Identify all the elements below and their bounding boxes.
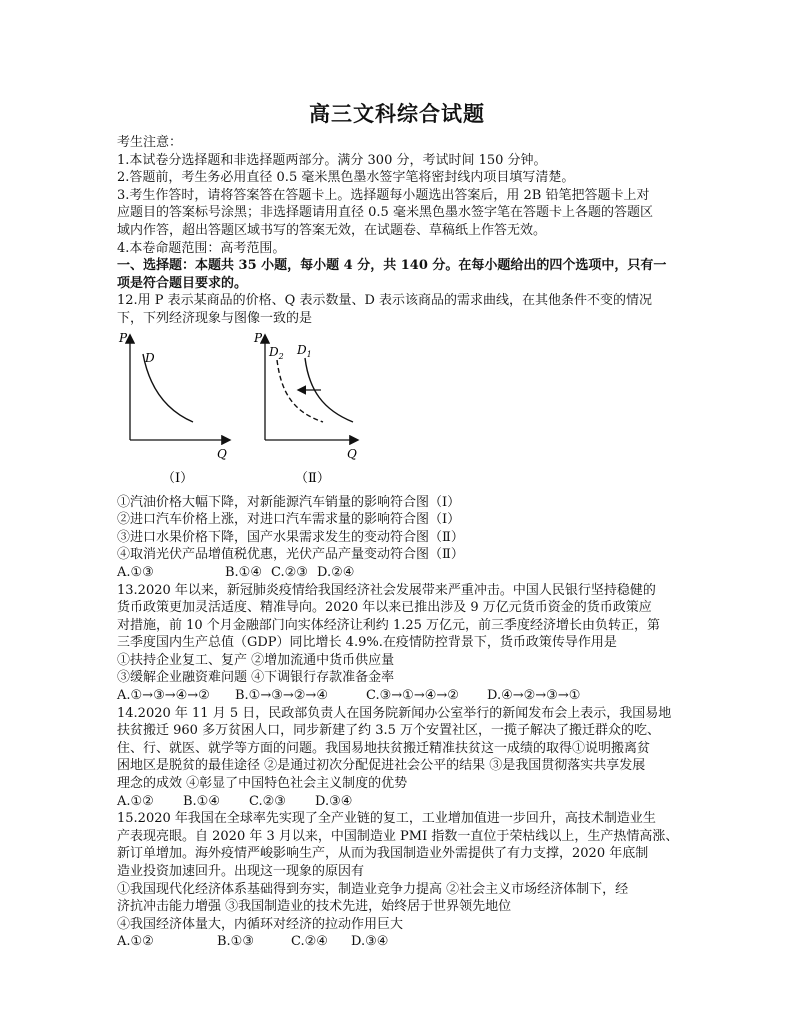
- question-statement: ①我国现代化经济体系基础得到夯实，制造业竞争力提高 ②社会主义市场经济体制下，经: [117, 881, 629, 897]
- option-b: B.①→③→②→④: [235, 688, 328, 704]
- option-d: D.③④: [315, 793, 353, 809]
- notice-item: 4.本卷命题范围：高考范围。: [117, 240, 286, 256]
- notice-item: 应题目的答案标号涂黑；非选择题请用直径 0.5 毫米黑色墨水签字笔在答题卡上各题的答题区: [117, 205, 653, 221]
- graph-2-p-label: P: [254, 330, 263, 345]
- graph-2-d2-letter: D: [269, 344, 279, 359]
- demand-curve-figure: [117, 330, 677, 490]
- option-c: C.②③: [249, 793, 286, 809]
- graph-2-d2-label: [268, 345, 284, 361]
- notice-block: [117, 134, 677, 257]
- graph-2-d1-sub: 1: [306, 349, 312, 359]
- question-statement: ③缓解企业融资难问题 ④下调银行存款准备金率: [117, 670, 395, 686]
- question-15: [117, 810, 677, 951]
- section-heading-line: 一、选择题：本题共 35 小题，每小题 4 分，共 140 分。在每小题给出的四个选项中，只有一: [117, 258, 667, 274]
- graph-2-caption: （Ⅱ）: [295, 470, 330, 486]
- notice-item: 域内作答，超出答题区域书写的答案无效，在试题卷、草稿纸上作答无效。: [117, 222, 547, 238]
- graph-2-q-label: Q: [347, 446, 357, 461]
- graph-2: [253, 331, 357, 486]
- question-13: [117, 582, 677, 705]
- question-text: 三季度国内生产总值（GDP）同比增长 4.9%.在疫情防控背景下，货币政策传导作用是: [117, 635, 617, 651]
- graph-2-d1-letter: D: [297, 342, 307, 357]
- option-c: C.②③: [271, 564, 308, 580]
- option-a: A.①③: [117, 564, 154, 580]
- demand-curve-svg: [117, 330, 677, 490]
- option-c: C.③→①→④→②: [366, 688, 459, 704]
- option-a: A.①②: [117, 793, 154, 809]
- option-c: C.②④: [291, 934, 328, 950]
- question-statement: ①扶持企业复工、复产 ②增加流通中货币供应量: [117, 652, 395, 668]
- answer-options: [117, 564, 677, 582]
- question-text: 13.2020 年以来，新冠肺炎疫情给我国经济社会发展带来严重冲击。中国人民银行坚持稳健的: [117, 582, 656, 598]
- graph-2-d2-sub: 2: [278, 351, 284, 361]
- question-text: 15.2020 年我国在全球率先实现了全产业链的复工，工业增加值进一步回升，高技术制造业生: [117, 811, 656, 827]
- answer-options: [117, 687, 677, 705]
- answer-options: [117, 793, 677, 811]
- exam-page: [117, 98, 677, 951]
- question-12: [117, 292, 677, 581]
- option-b: B.①④: [225, 564, 262, 580]
- question-text: 产表现亮眼。自 2020 年 3 月以来，中国制造业 PMI 指数一直位于荣枯线以上，生产热情高涨、: [117, 828, 679, 844]
- question-text: 对措施，前 10 个月金融部门向实体经济让利约 1.25 万亿元，前三季度经济增长由负转正，第: [117, 617, 661, 633]
- question-statement: ④我国经济体量大，内循环对经济的拉动作用巨大: [117, 916, 404, 932]
- question-text: 新订单增加。海外疫情严峻影响生产，从而为我国制造业外需提供了有力支撑，2020 年底制: [117, 846, 649, 862]
- question-text: 扶贫搬迁 960 多万贫困人口，同步新建了约 3.5 万个安置社区，一揽子解决了搬迁群众的吃、: [117, 723, 661, 739]
- question-stem: 下，下列经济现象与图像一致的是: [117, 310, 313, 326]
- graph-1-caption: （Ⅰ）: [162, 470, 194, 486]
- option-d: D.④→②→③→①: [487, 688, 581, 704]
- notice-heading: 考生注意：: [117, 135, 183, 150]
- option-a: A.①②: [117, 934, 154, 950]
- answer-options: [117, 933, 677, 951]
- notice-item: 1.本试卷分选择题和非选择题两部分。满分 300 分，考试时间 150 分钟。: [117, 152, 547, 168]
- graph-2-d1-label: [296, 343, 312, 359]
- graph-1-q-label: Q: [217, 446, 227, 461]
- option-a: A.①→③→④→②: [117, 688, 210, 704]
- notice-item: 3.考生作答时，请将答案答在答题卡上。选择题每小题选出答案后，用 2B 铅笔把答题卡上对: [117, 187, 650, 203]
- graph-1-d-label: D: [145, 350, 155, 365]
- question-statement: ②进口汽车价格上涨，对进口汽车需求量的影响符合图（Ⅰ）: [117, 512, 461, 528]
- section-heading-line: 项是符合题目要求的。: [117, 275, 248, 291]
- question-text: 货币政策更加灵活适度、精准导向。2020 年以来已推出涉及 9 万亿元货币资金的货币政策应: [117, 600, 652, 616]
- graph-2-curve-d2: [277, 360, 323, 422]
- question-statement: ④取消光伏产品增值税优惠，光伏产品产量变动符合图（Ⅱ）: [117, 547, 464, 563]
- question-14: [117, 705, 677, 811]
- option-b: B.①④: [183, 793, 220, 809]
- question-text: 14.2020 年 11 月 5 日，民政部负责人在国务院新闻办公室举行的新闻发布会上表示，我国易地: [117, 705, 672, 721]
- question-text: 住、行、就医、就学等方面的问题。我国易地扶贫搬迁精准扶贫这一成绩的取得①说明搬离贫: [117, 740, 651, 756]
- page-title: 高三文科综合试题: [309, 101, 485, 126]
- question-text: 造业投资加速回升。出现这一现象的原因有: [117, 864, 365, 879]
- option-d: D.②④: [317, 564, 355, 580]
- option-b: B.①③: [217, 934, 254, 950]
- question-stem: 12.用 P 表示某商品的价格、Q 表示数量、D 表示该商品的需求曲线，在其他条件不变的情况: [117, 293, 653, 309]
- graph-1-p-label: P: [119, 330, 128, 345]
- section-heading: [117, 257, 677, 292]
- notice-item: 2.答题前，考生务必用直径 0.5 毫米黑色墨水签字笔将密封线内项目填写清楚。: [117, 170, 575, 186]
- question-text: 困地区是脱贫的最佳途径 ②是通过初次分配促进社会公平的结果 ③是我国贯彻落实共享发展: [117, 758, 646, 774]
- option-d: D.③④: [351, 934, 389, 950]
- graph-1: [118, 331, 229, 486]
- question-statement: ①汽油价格大幅下降，对新能源汽车销量的影响符合图（Ⅰ）: [117, 494, 461, 510]
- question-statement: 济抗冲击能力增强 ③我国制造业的技术先进，始终居于世界领先地位: [117, 899, 512, 915]
- question-statement: ③进口水果价格下降，国产水果需求发生的变动符合图（Ⅱ）: [117, 529, 464, 545]
- question-text: 理念的成效 ④彰显了中国特色社会主义制度的优势: [117, 776, 408, 792]
